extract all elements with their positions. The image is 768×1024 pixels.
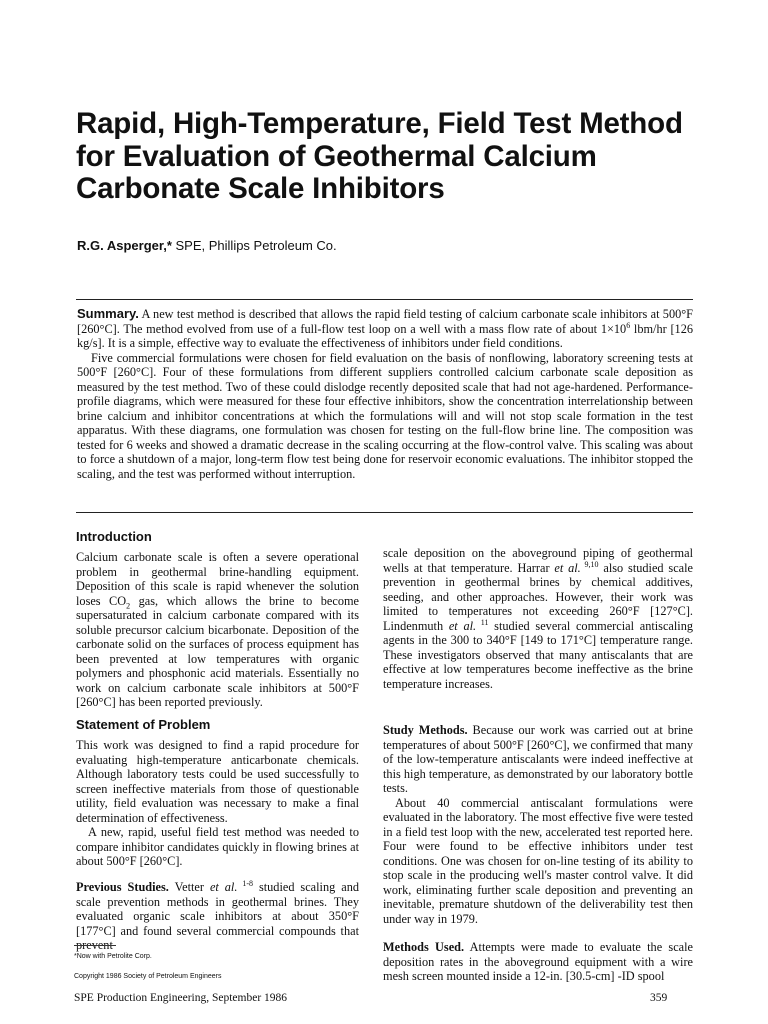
right-sup-2: 11 [476, 617, 489, 627]
bottom-rule [76, 512, 693, 513]
summary-sup: 6 [626, 320, 631, 330]
previous-runin: Previous Studies. [76, 880, 169, 894]
intro-heading: Introduction [76, 529, 152, 544]
author-line [77, 238, 337, 253]
summary-text-b: lbm/hr [126 kg/s]. It is a simple, effective way to evaluate the effectiveness of inhibitors under field conditions. [77, 321, 693, 350]
right-text-c: studied several commercial antiscaling agents in the 300 to 340°F [149 to 171°C] temperature range. These investigators observed that many antiscalants that are effective at low temperatures become ineffective as the brine temperature increases. [383, 618, 694, 691]
previous-paragraph [76, 880, 359, 953]
study-runin: Study Methods. [383, 723, 468, 737]
right-col-top [383, 546, 693, 691]
study-methods [383, 723, 693, 926]
right-text-b: also studied scale prevention in geothermal brines by chemical additives, seeding, and other approaches. However, their work was limited to temperatures not exceeding 260°F [127°C]. Lindenmuth [383, 560, 694, 633]
methods-runin: Methods Used. [383, 940, 465, 954]
methods-paragraph [383, 940, 693, 984]
problem-heading: Statement of Problem [76, 717, 211, 732]
right-etal-2: et al. [448, 618, 477, 633]
previous-sup: 1-8 [237, 878, 253, 888]
top-rule [76, 299, 693, 300]
right-text-a: scale deposition on the aboveground piping of geothermal wells at that temperature. Harrar [383, 546, 693, 575]
author-affiliation: SPE, Phillips Petroleum Co. [175, 238, 337, 253]
problem-paragraph-2: A new, rapid, useful field test method was needed to compare inhibitor candidates quickly in flowing brines at about 500°F [260°C]. [76, 825, 359, 868]
methods-text: Attempts were made to evaluate the scale deposition rates in the aboveground equipment with a wire mesh screen mounted inside a 12-in. [30.5-cm] -ID spool [383, 940, 693, 983]
study-text-1: Because our work was carried out at brine temperatures of about 500°F [260°C], we confirmed that many of the low-temperature antiscalants were indeed ineffective at this high temperature, as demonstrated by our laboratory bottle tests. [383, 723, 693, 795]
footnote-affiliation: *Now with Petrolite Corp. [74, 953, 152, 960]
summary-paragraph-1 [77, 307, 693, 351]
intro-section [76, 529, 359, 710]
previous-etal: et al. [209, 880, 238, 894]
author-name: R.G. Asperger,* [77, 238, 172, 253]
right-etal-1: et al. [554, 560, 581, 575]
right-sup-1: 9,10 [580, 559, 599, 569]
summary-paragraph-2: Five commercial formulations were chosen for field evaluation on the basis of nonflowing, laboratory screening tests at 500°F [260°C]. Four of these formulations from different suppliers controlled calcium carbonate scale deposition as measured by the test method. Two of these could dislodge recently deposited scale that had not age-hardened. Performance-profile diagrams, which were measured for these four effective inhibitors, show the concentration interrelationship between brine calcium and inhibitor concentrations at which the formulations will and will not stop scale formation in the test apparatus. With these diagrams, one formulation was chosen for testing on the full-flow brine line. The composition was tested for 6 weeks and showed a dramatic decrease in the scaling occurring at the flow-control valve. This scaling was about to force a shutdown of a major, long-term flow test being done for reservoir economic evaluations. The inhibitor stopped the scaling, and the test was performed without interruption. [77, 350, 693, 481]
page-number: 359 [650, 992, 668, 1004]
study-paragraph-1 [383, 723, 693, 796]
methods-used [383, 940, 693, 984]
study-paragraph-2: About 40 commercial antiscalant formulations were evaluated in the laboratory. The most effective five were tested in a field test loop with the new, accelerated test reported here. Four were found to be effective inhibitors under test conditions. One was chosen for on-line testing of its ability to stop scale in the producing well's master control valve. It did work, eliminating further scale deposition and preventing an inevitable, premature shutdown of the deliverability test then under way in 1979. [383, 795, 693, 926]
previous-studies [76, 880, 359, 953]
intro-sub: 2 [126, 600, 131, 610]
previous-text-a: Vetter [168, 880, 210, 894]
paper-title: Rapid, High-Temperature, Field Test Method for Evaluation of Geothermal Calcium Carbonate Scale Inhibitors [76, 107, 683, 205]
summary-lead: Summary. [77, 306, 139, 321]
intro-text-b: gas, which allows the brine to become supersaturated in calcium carbonate compared with its soluble precursor calcium bicarbonate. Deposition of the carbonate solid on the surfaces of process equipment has been prevented at low temperatures with organic polymers and phosphonic acid materials. Essentially no work on calcium carbonate scale inhibitors at 500°F [260°C] has been reported previously. [76, 593, 359, 709]
footnote-rule [74, 945, 116, 946]
intro-paragraph [76, 550, 359, 710]
summary-block [77, 307, 693, 481]
intro-text-a: Calcium carbonate scale is often a severe operational problem in geothermal brine-handling equipment. Deposition of this scale is rapid whenever the solution loses CO [76, 550, 359, 608]
footnote-copyright: Copyright 1986 Society of Petroleum Engineers [74, 973, 222, 980]
problem-section [76, 717, 359, 869]
right-col-paragraph [383, 546, 693, 691]
summary-text-a: A new test method is described that allows the rapid field testing of calcium carbonate scale inhibitors at 500°F [260°C]. The method evolved from use of a full-flow test loop on a well with a mass flow rate of about 1×10 [77, 307, 693, 336]
previous-text-b: studied scaling and scale prevention methods in geothermal brines. They evaluated organic scale inhibitors at about 350°F [177°C] and found several commercial compounds that prevent [76, 880, 359, 952]
journal-footer: SPE Production Engineering, September 1986 [74, 992, 288, 1004]
problem-paragraph-1: This work was designed to find a rapid procedure for evaluating high-temperature anticarbonate chemicals. Although laboratory tests could be used successfully to screen ineffective materials from those of questionable utility, field evaluation was necessary to make a final determination of effectiveness. [76, 738, 359, 825]
